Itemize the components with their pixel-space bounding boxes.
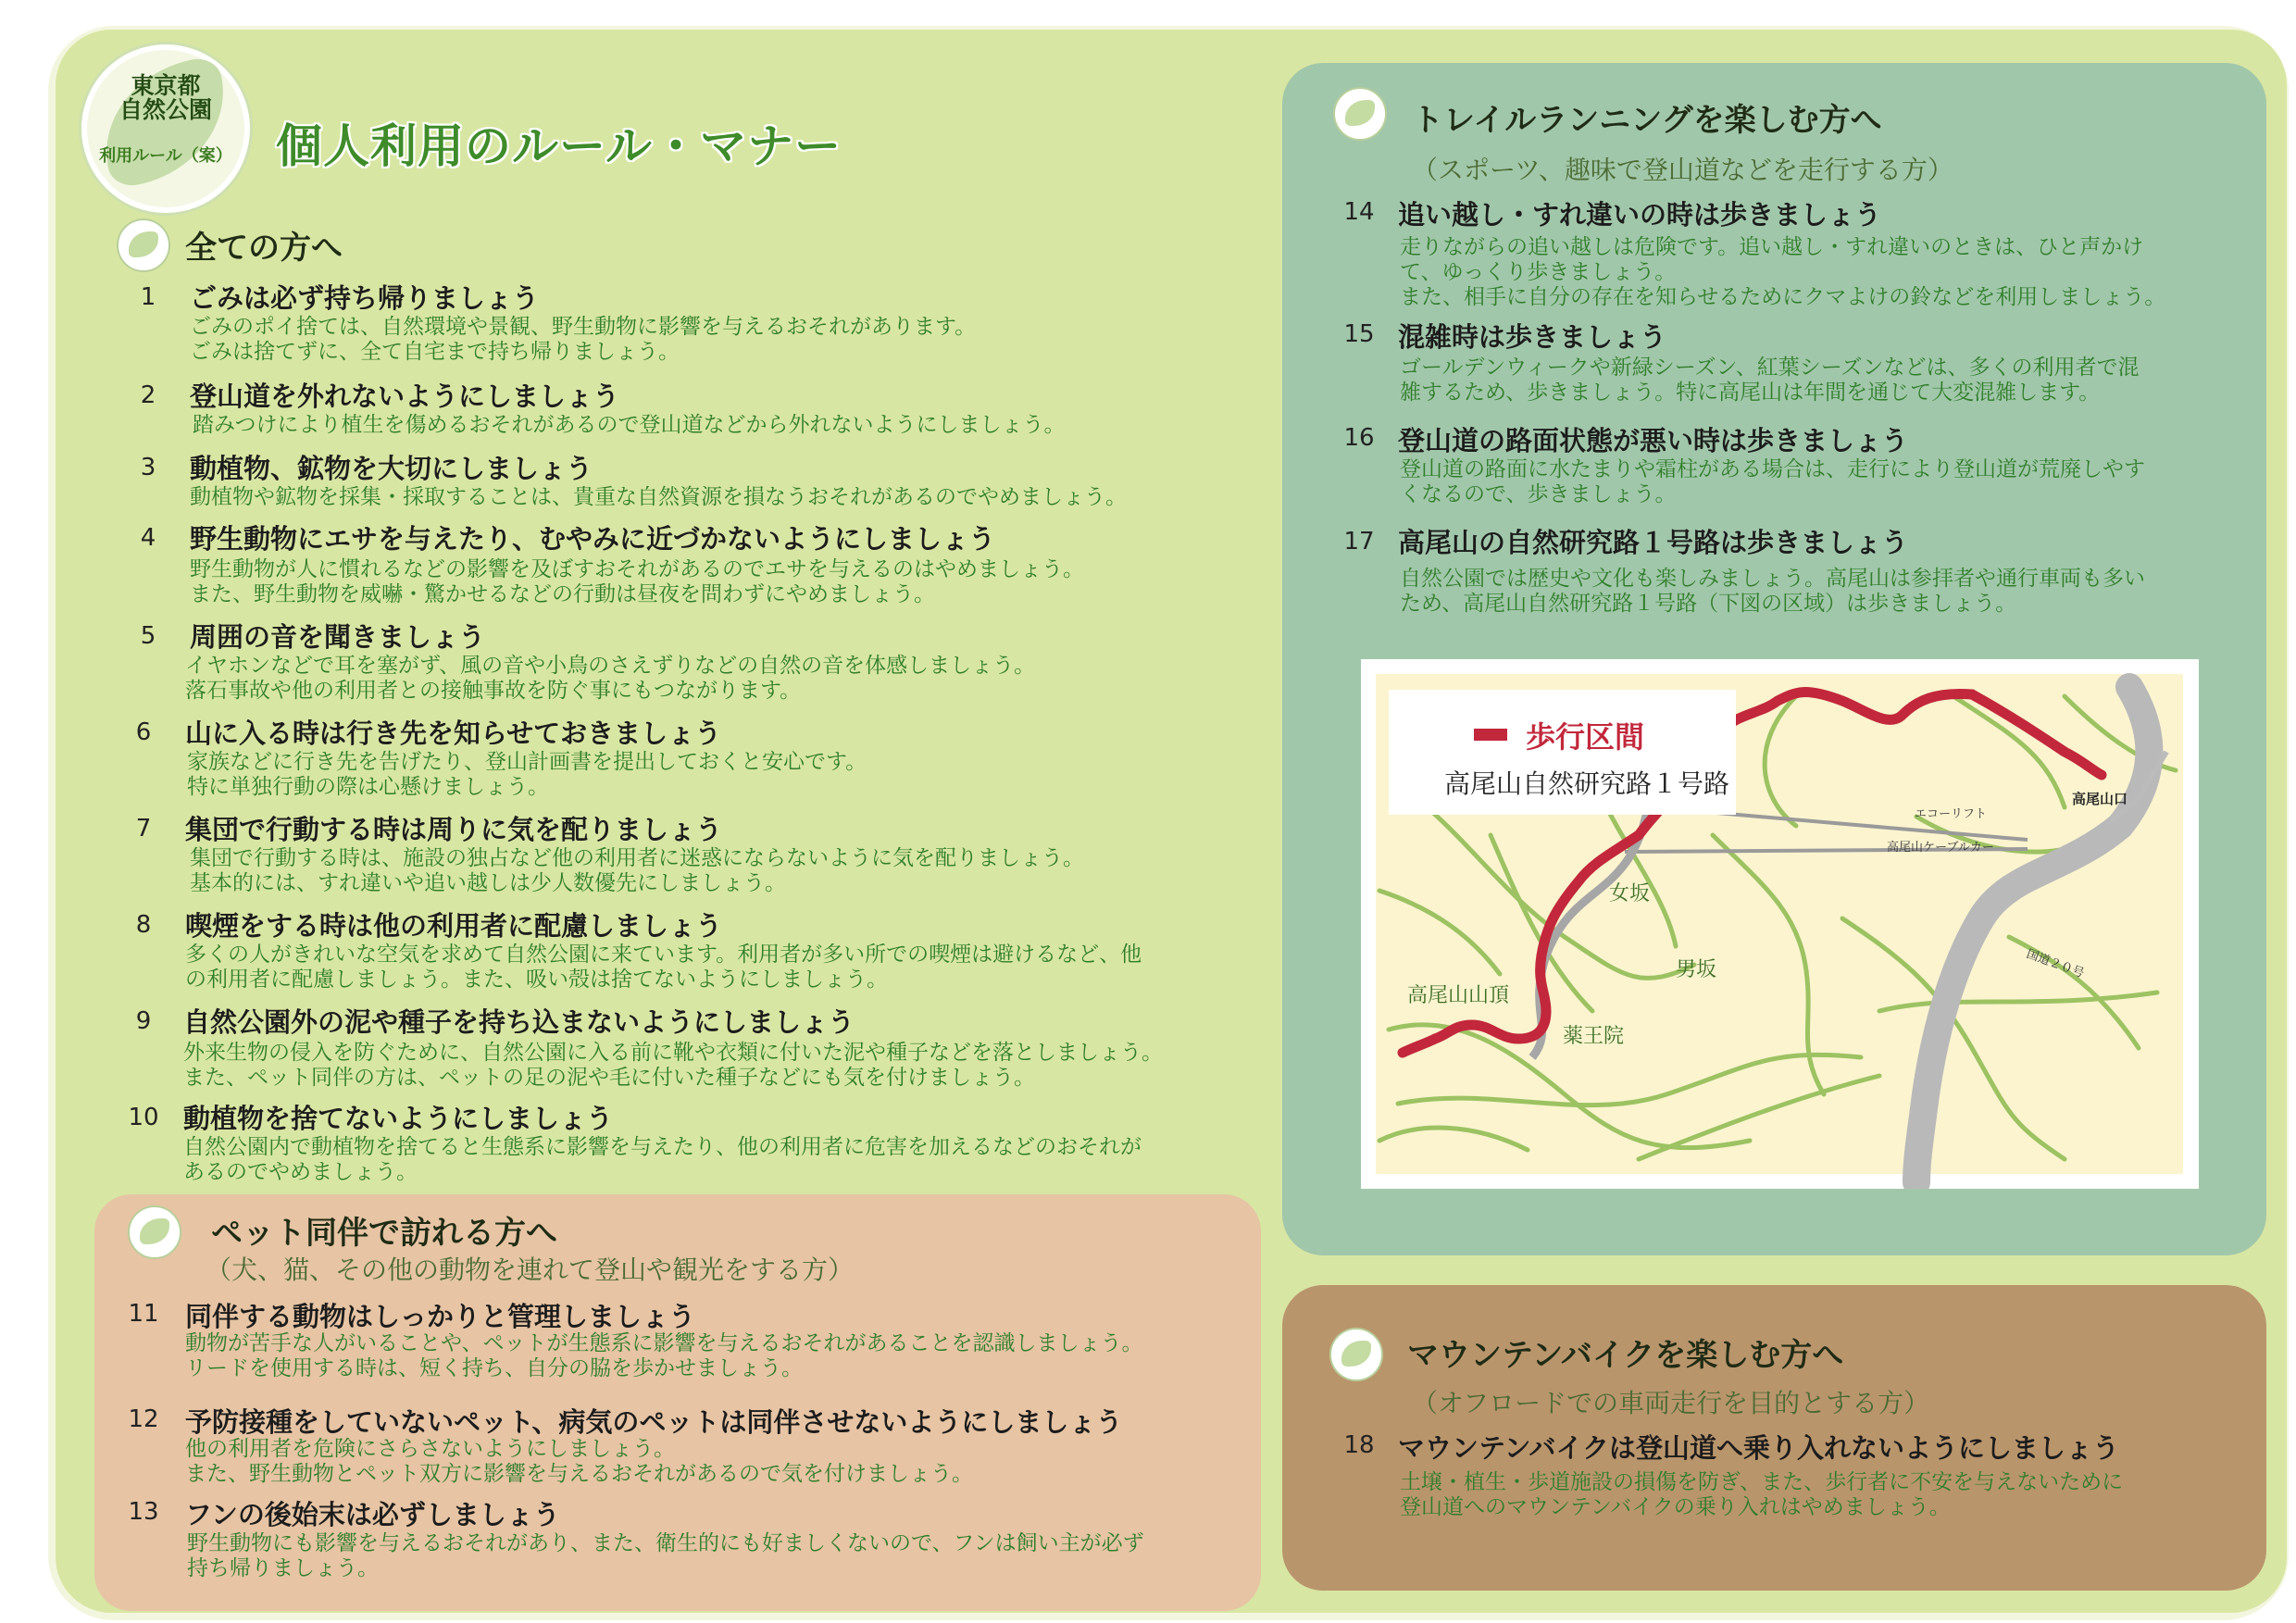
rule-number: 13: [128, 1498, 159, 1526]
rule-number: 8: [135, 911, 152, 939]
leaf-icon: [119, 220, 168, 270]
map-label-route20: 国道２０号: [2024, 947, 2086, 981]
rule-title: 追い越し・すれ違いの時は歩きましょう: [1398, 199, 1882, 231]
rule-number: 11: [128, 1300, 159, 1328]
rule-description: ゴールデンウィークや新緑シーズン、紅葉シーズンなどは、多くの利用者で混 雑するため、歩きましょう。特に高尾山は年間を通じて大変混雑します。: [1400, 356, 2140, 405]
map-label-cable-car: 高尾山ケーブルカー: [1887, 841, 1994, 855]
rule-description: 自然公園内で動植物を捨てると生態系に影響を与えたり、他の利用者に危害を加えるなどのおそれが あるのでやめましょう。: [183, 1135, 1142, 1184]
rule-title: 動植物を捨てないようにしましょう: [183, 1103, 614, 1134]
rule-description: 家族などに行き先を告げたり、登山計画書を提出しておくと安心です。 特に単独行動の際は心懸けましょう。: [187, 750, 867, 799]
rule-number: 10: [128, 1104, 159, 1131]
rule-number: 3: [140, 454, 156, 481]
rule-title: 登山道を外れないようにしましょう: [190, 381, 620, 412]
rule-number: 4: [140, 524, 156, 552]
badge-line3: 利用ルール（案）: [99, 146, 232, 166]
rule-number: 15: [1343, 320, 1375, 348]
rule-number: 14: [1343, 198, 1375, 226]
rule-description: 野生動物が人に慣れるなどの影響を及ぼすおそれがあるのでエサを与えるのはやめましょう。 また、野生動物を威嚇・驚かせるなどの行動は昼夜を問わずにやめましょう。: [190, 557, 1084, 606]
rule-description: イヤホンなどで耳を塞がず、風の音や小鳥のさえずりなどの自然の音を体感しましょう。 落石事故や他の利用者との接触事故を防ぐ事にもつながります。: [185, 654, 1036, 703]
tokyo-park-badge: [81, 44, 250, 213]
map-label-onnazaka: 女坂: [1609, 882, 1651, 905]
map-label-takaosanguchi: 高尾山口: [2072, 791, 2128, 807]
trail-section-subtitle: （スポーツ、趣味で登山道などを走行する方）: [1412, 155, 1953, 185]
map-label-eco-lift: エコーリフト: [1915, 807, 1988, 821]
map-label-yakuoin: 薬王院: [1563, 1025, 1625, 1048]
legend-route-name: 高尾山自然研究路１号路: [1444, 768, 1730, 799]
rule-description: 動物が苦手な人がいることや、ペットが生態系に影響を与えるおそれがあることを認識しましょう。 リードを使用する時は、短く持ち、自分の脇を歩かせましょう。: [185, 1331, 1143, 1380]
rule-title: 高尾山の自然研究路１号路は歩きましょう: [1398, 527, 1909, 558]
pet-section-subtitle: （犬、猫、その他の動物を連れて登山や観光をする方）: [206, 1255, 855, 1285]
rule-description: ごみのポイ捨ては、自然環境や景観、野生動物に影響を与えるおそれがあります。 ごみは捨てずに、全て自宅まで持ち帰りましょう。: [190, 315, 977, 364]
map-label-otokozaka: 男坂: [1676, 958, 1717, 981]
rule-number: 7: [135, 815, 152, 843]
mtb-section-heading: マウンテンバイクを楽しむ方へ: [1407, 1337, 1844, 1374]
rule-title: フンの後始末は必ずしましょう: [185, 1499, 560, 1530]
rule-title: 野生動物にエサを与えたり、むやみに近づかないようにしましょう: [190, 523, 996, 555]
rule-number: 17: [1343, 528, 1375, 556]
map-label-summit: 高尾山山頂: [1407, 984, 1510, 1007]
badge-line1: 東京都: [131, 72, 201, 99]
legend-swatch: [1474, 729, 1507, 741]
rule-description: 自然公園では歴史や文化も楽しみましょう。高尾山は参拝者や通行車両も多い ため、高尾山自然研究路１号路（下図の区域）は歩きましょう。: [1400, 567, 2145, 616]
leaf-icon: [130, 1207, 180, 1257]
pet-section-heading: ペット同伴で訪れる方へ: [211, 1215, 557, 1252]
rule-number: 18: [1343, 1431, 1375, 1459]
rule-description: 土壌・植生・歩道施設の損傷を防ぎ、また、歩行者に不安を与えないために 登山道へのマウンテンバイクの乗り入れはやめましょう。: [1400, 1470, 2124, 1519]
rule-title: 集団で行動する時は周りに気を配りましょう: [185, 814, 723, 845]
rule-description: 集団で行動する時は、施設の独占など他の利用者に迷惑にならないように気を配りましょう。 基本的には、すれ違いや追い越しは少人数優先にしましょう。: [190, 846, 1084, 895]
rule-number: 9: [135, 1007, 152, 1035]
rule-title: 山に入る時は行き先を知らせておきましょう: [185, 718, 722, 749]
leaf-icon: [1335, 89, 1385, 139]
all-section-heading: 全ての方へ: [185, 230, 343, 267]
rule-title: 喫煙をする時は他の利用者に配慮しましょう: [185, 910, 723, 942]
rule-number: 2: [140, 381, 156, 409]
rule-title: 同伴する動物はしっかりと管理しましょう: [185, 1301, 696, 1332]
rule-description: 登山道の路面に水たまりや霜柱がある場合は、走行により登山道が荒廃しやす くなるので、歩きましょう。: [1400, 457, 2145, 506]
rule-title: 登山道の路面状態が悪い時は歩きましょう: [1398, 425, 1909, 456]
rule-description: 野生動物にも影響を与えるおそれがあり、また、衛生的にも好ましくないので、フンは飼い主が必ず 持ち帰りましょう。: [187, 1531, 1144, 1580]
rule-description: 踏みつけにより植生を傷めるおそれがあるので登山道などから外れないようにしましょう。: [193, 413, 1066, 437]
rule-title: ごみは必ず持ち帰りましょう: [190, 282, 540, 314]
rule-title: 混雑時は歩きましょう: [1398, 321, 1667, 353]
rule-description: 多くの人がきれいな空気を求めて自然公園に来ています。利用者が多い所での喫煙は避けるなど、他 の利用者に配慮しましょう。また、吸い殻は捨てないようにしましょう。: [185, 943, 1142, 992]
rule-title: マウンテンバイクは登山道へ乗り入れないようにしましょう: [1398, 1432, 2119, 1464]
rule-title: 動植物、鉱物を大切にしましょう: [190, 453, 593, 484]
rule-number: 1: [140, 283, 156, 311]
rule-title: 自然公園外の泥や種子を持ち込まないようにしましょう: [183, 1006, 855, 1038]
mtb-section-subtitle: （オフロードでの車両走行を目的とする方）: [1412, 1388, 1930, 1418]
legend-label: 歩行区間: [1526, 719, 1645, 755]
rule-title: 予防接種をしていないペット、病気のペットは同伴させないようにしましょう: [185, 1406, 1123, 1438]
rule-description: 動植物や鉱物を採集・採取することは、貴重な自然資源を損なうおそれがあるのでやめましょう。: [190, 485, 1127, 509]
rule-description: 他の利用者を危険にさらさないようにしましょう。 また、野生動物とペット双方に影響を与えるおそれがあるので気を付けましょう。: [185, 1437, 973, 1486]
rule-number: 12: [128, 1405, 159, 1433]
rule-description: 走りながらの追い越しは危険です。追い越し・すれ違いのときは、ひと声かけ て、ゆっくり歩きましょう。 また、相手に自分の存在を知らせるためにクマよけの鈴などを利用しましょう。: [1400, 235, 2166, 309]
leaf-icon: [1331, 1330, 1381, 1380]
rule-number: 5: [140, 622, 156, 650]
rule-description: 外来生物の侵入を防ぐために、自然公園に入る前に靴や衣類に付いた泥や種子などを落としましょう。 また、ペット同伴の方は、ペットの足の泥や毛に付いた種子などにも気を付けましょう。: [183, 1041, 1163, 1090]
rule-number: 16: [1343, 424, 1375, 452]
badge-line2: 自然公園: [119, 96, 212, 123]
rule-title: 周囲の音を聞きましょう: [190, 621, 486, 653]
rule-number: 6: [135, 718, 152, 746]
page-title: 個人利用のルール・マナー: [276, 119, 842, 173]
trail-section-heading: トレイルランニングを楽しむ方へ: [1412, 102, 1882, 139]
map-legend: [1389, 690, 1736, 815]
